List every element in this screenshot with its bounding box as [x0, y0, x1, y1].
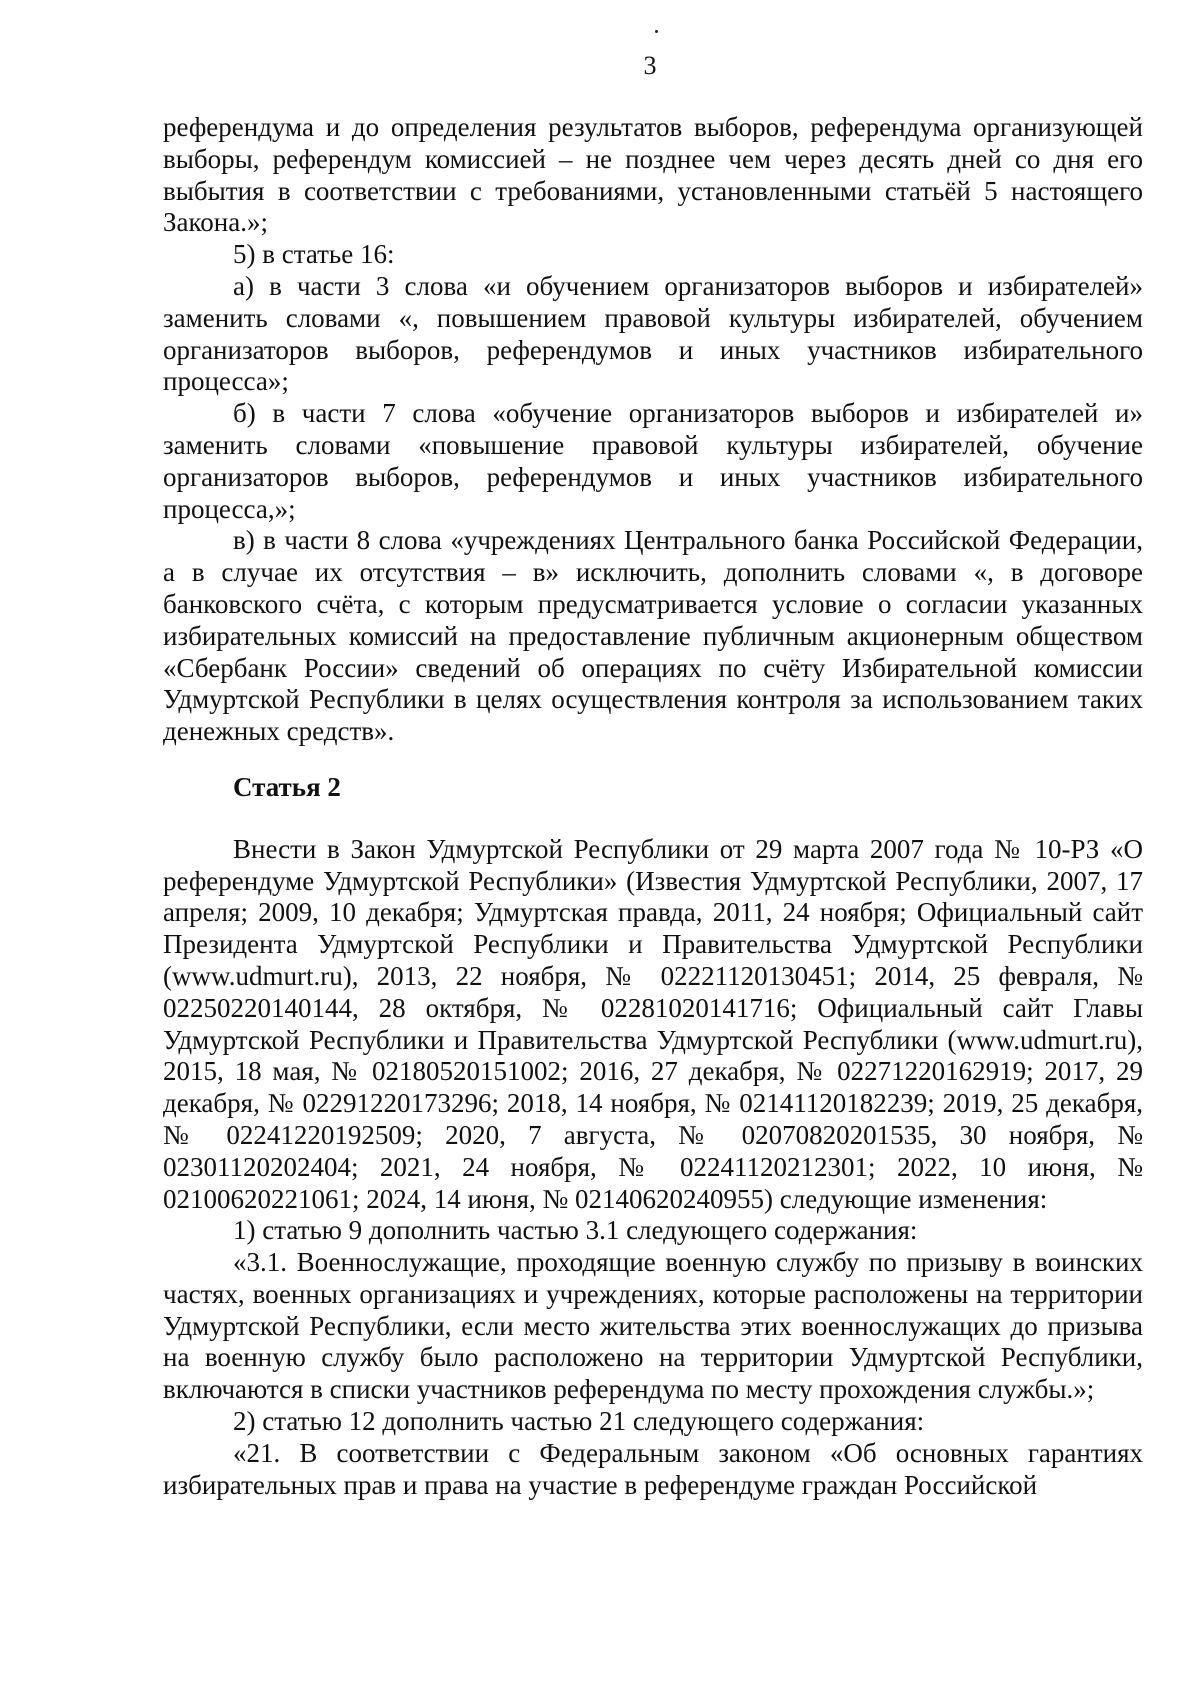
article-heading: Статья 2 [233, 771, 341, 802]
page-number: 3 [643, 51, 657, 80]
article-quote-21: «21. В соответствии с Федеральным законом «Об основных гарантиях избирательных прав и права на участие в референдуме граждан Российской [163, 1437, 1143, 1500]
paragraph-continuation: референдума и до определения результатов выборов, референдума организующей выборы, референдум комиссией – не позднее чем через десять дней со дня его выбытия в соответствии с требованиями, установленными статьёй 5 настоящего Закона.»; [163, 112, 1143, 238]
scan-mark [655, 30, 658, 33]
paragraph-item-5: 5) в статье 16: [233, 239, 395, 270]
document-body [163, 112, 1143, 1501]
paragraph-item-v: в) в части 8 слова «учреждениях Центрального банка Российской Федерации, а в случае их отсутствия – в» исключить, дополнить словами «, в договоре банковского счёта, с которым предусматривается условие о согласии указанных избирательных комиссий на предоставление публичным акционерным обществом «Сбербанк России» сведений об операциях по счёту Избирательной комиссии Удмуртской Республики в целях осуществления контроля за использованием таких денежных средств». [163, 525, 1143, 747]
article-item-2: 2) статью 12 дополнить частью 21 следующего содержания: [233, 1406, 925, 1437]
article-quote-3-1: «3.1. Военнослужащие, проходящие военную службу по призыву в воинских частях, военных организациях и учреждениях, которые расположены на территории Удмуртской Республики, если место жительства этих военнослужащих до призыва на военную службу было расположено на территории Удмуртской Республики, включаются в списки участников референдума по месту прохождения службы.»; [163, 1247, 1143, 1405]
article-intro-paragraph: Внести в Закон Удмуртской Республики от 29 марта 2007 года № 10-РЗ «О референдуме Удмуртской Республики» (Известия Удмуртской Республики, 2007, 17 апреля; 2009, 10 декабря; Удмуртская правда, 2011, 24 ноября; Официальный сайт Президента Удмуртской Республики и Правительства Удмуртской Республики (www.udmurt.ru), 2013, 22 ноября, № 02221120130451; 2014, 25 февраля, № 02250220140144, 28 октября, № 02281020141716; Официальный сайт Главы Удмуртской Республики и Правительства Удмуртской Республики (www.udmurt.ru), 2015, 18 мая, № 02180520151002; 2016, 27 декабря, № 02271220162919; 2017, 29 декабря, № 02291220173296; 2018, 14 ноября, № 02141120182239; 2019, 25 декабря, № 02241220192509; 2020, 7 августа, № 02070820201535, 30 ноября, № 02301120202404; 2021, 24 ноября, № 02241120212301; 2022, 10 июня, № 02100620221061; 2024, 14 июня, № 02140620240955) следующие изменения: [163, 833, 1143, 1214]
paragraph-item-b: б) в части 7 слова «обучение организаторов выборов и избирателей и» заменить словами «повышение правовой культуры избирателей, обучение организаторов выборов, референдумов и иных участников избирательного процесса,»; [163, 398, 1143, 524]
paragraph-item-a: а) в части 3 слова «и обучением организаторов выборов и избирателей» заменить словами «, повышением правовой культуры избирателей, обучением организаторов выборов, референдумов и иных участников избирательного процесса»; [163, 270, 1143, 397]
heading-spacer [163, 804, 1143, 834]
article-item-1: 1) статью 9 дополнить частью 3.1 следующего содержания: [233, 1215, 918, 1246]
